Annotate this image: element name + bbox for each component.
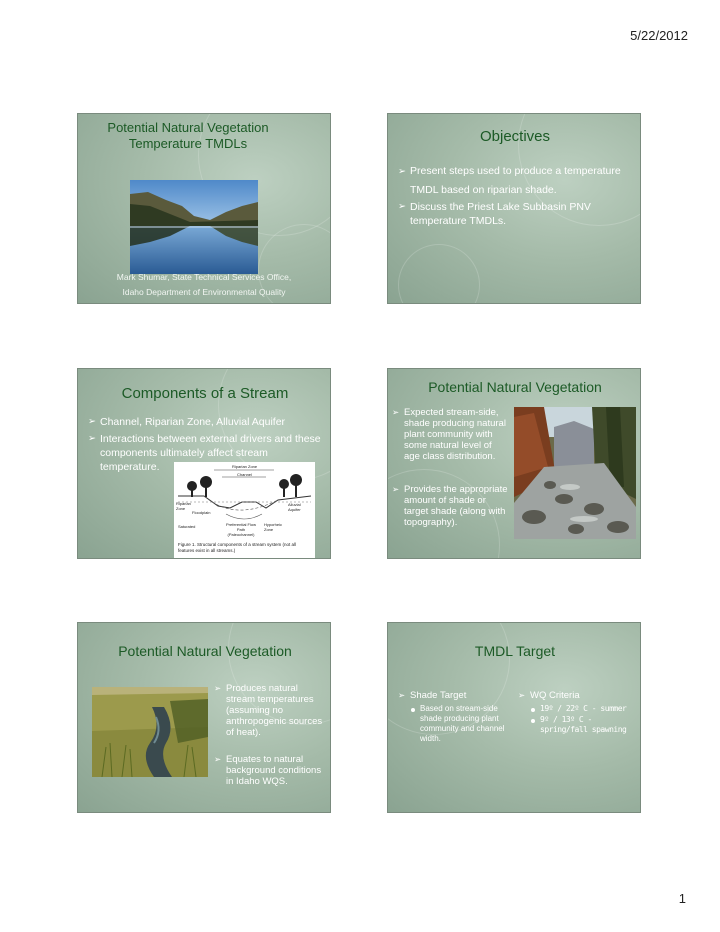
slide-6-col2: [518, 690, 636, 701]
wq-criteria-heading: ➢ WQ Criteria: [518, 690, 636, 701]
slide-3-bullet: ➢ Interactions between external drivers and these components ultimately affect stream temperature.: [88, 432, 324, 474]
slide-4-bullets: [392, 407, 510, 528]
mountain-lake-reflection-photo: [130, 180, 258, 274]
slide-2-bullets: [398, 162, 628, 228]
slide-1-title-line1: Potential Natural Vegetation: [107, 120, 269, 135]
slide-5-title: Potential Natural Vegetation: [118, 643, 292, 659]
wq-criteria-summer: 19º / 22º C - summer: [530, 704, 634, 714]
slide-6-col1: [398, 690, 508, 701]
page-number: 1: [678, 891, 686, 906]
slide-2-title: Objectives: [479, 128, 551, 145]
slide-5-bullet: ➢ Equates to natural background conditions in Idaho WQS.: [214, 754, 326, 787]
figure-caption: Figure 1. Structural components of a stream system (not all features exist in all streams.): [178, 542, 297, 553]
slide-1-credit-line2: Idaho Department of Environmental Quality: [122, 286, 286, 297]
slide-3-title: Components of a Stream: [121, 385, 289, 402]
grassland-stream-photo: [92, 687, 208, 777]
slide-1: [77, 113, 331, 304]
figure-label-riparian-left: Riparian Zone: [176, 501, 191, 511]
slide-4-bullet: ➢ Expected stream-side, shade producing natural plant community with some natural level of age class distribution.: [392, 407, 510, 462]
slide-6-title: TMDL Target: [474, 643, 556, 659]
slide-2-bullet: ➢ Discuss the Priest Lake Subbasin PNV temperature TMDLs.: [398, 200, 628, 228]
stream-components-figure: [174, 462, 315, 558]
figure-label-channel: Channel: [237, 472, 252, 477]
shade-target-detail: Based on stream-side shade producing plant community and channel width.: [410, 704, 508, 744]
slide-5-bullets: [214, 683, 326, 787]
figure-label-paleochannel: (Paleochannel): [227, 532, 255, 537]
figure-label-floodplain: Floodplain: [192, 510, 211, 515]
slide-1-credit: [78, 270, 330, 300]
slide-4-title: Potential Natural Vegetation: [428, 379, 602, 395]
slide-4: [387, 368, 641, 559]
figure-label-hyporheic: Hyporheic Zone: [264, 522, 283, 532]
slide-6-col2-sub: [530, 704, 634, 735]
slide-1-title: [88, 120, 288, 151]
figure-label-alluvial-aquifer: Alluvial Aquifer: [288, 502, 301, 512]
slide-6: [387, 622, 641, 813]
shade-target-heading: ➢ Shade Target: [398, 690, 508, 701]
slide-1-credit-line1: Mark Shumar, State Technical Services Office,: [116, 272, 292, 282]
slide-1-title-line2: Temperature TMDLs: [128, 135, 248, 151]
slide-5: [77, 622, 331, 813]
slide-2: [387, 113, 641, 304]
figure-label-riparian-zone: Riparian Zone: [232, 464, 258, 469]
slide-2-bullet: ➢ Present steps used to produce a temperature TMDL based on riparian shade.: [398, 162, 628, 200]
figure-label-saturated: Saturated: [178, 524, 196, 529]
wq-criteria-spawning: 9º / 13º C - spring/fall spawning: [530, 715, 634, 735]
forest-stream-photo: [514, 407, 636, 539]
figure-label-preferential: Preferential Flow Path: [225, 522, 256, 532]
slide-5-bullet: ➢ Produces natural stream temperatures (assuming no anthropogenic sources of heat).: [214, 683, 326, 738]
page-date: 5/22/2012: [630, 28, 688, 43]
slide-6-col1-sub: [410, 704, 508, 744]
slide-3: [77, 368, 331, 559]
slide-3-bullet: ➢ Channel, Riparian Zone, Alluvial Aquifer: [88, 415, 324, 429]
slide-4-bullet: ➢ Provides the appropriate amount of shade or target shade (along with topography).: [392, 484, 510, 528]
